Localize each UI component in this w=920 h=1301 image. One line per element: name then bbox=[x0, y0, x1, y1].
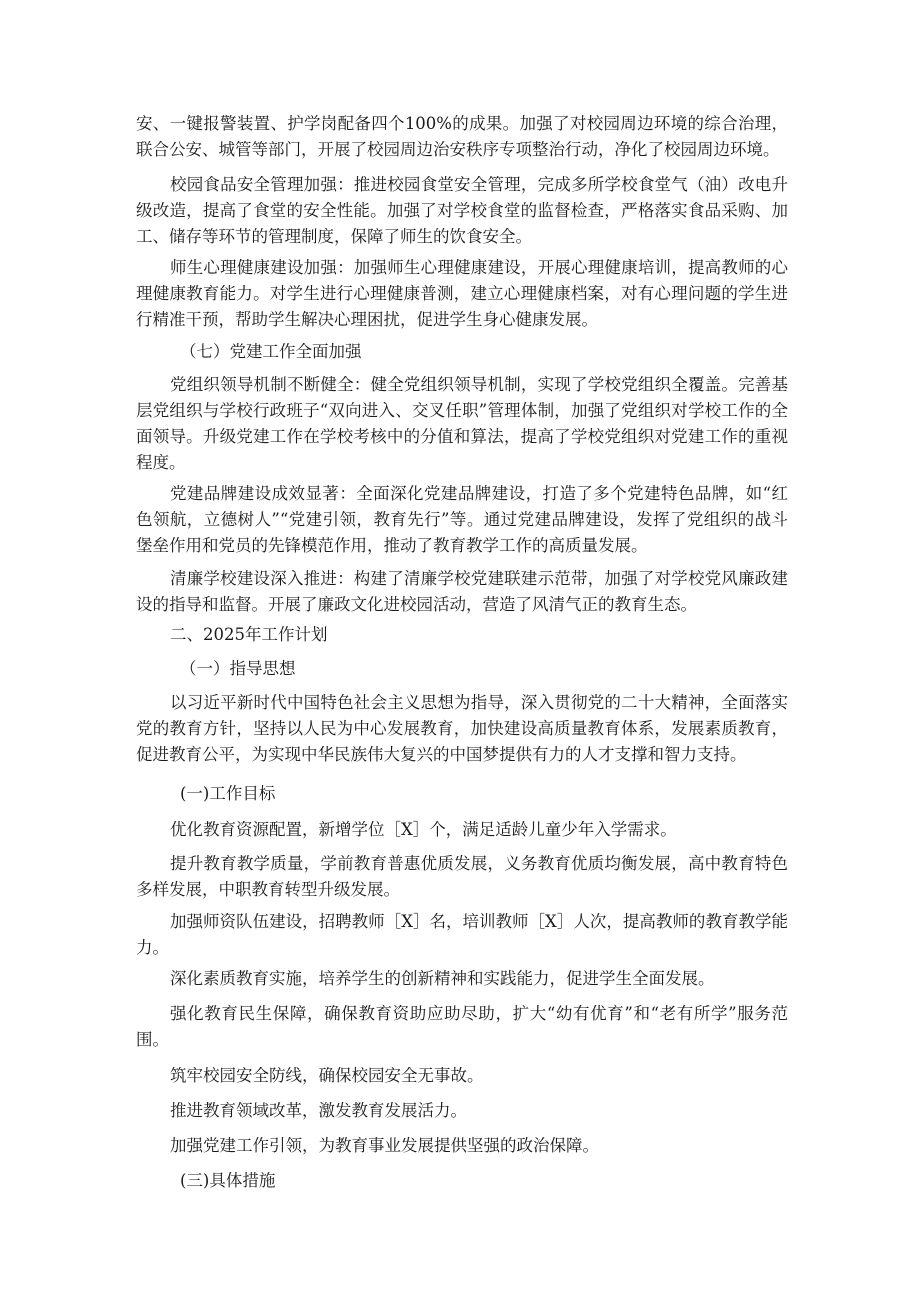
paragraph-guiding-ideology: 以习近平新时代中国特色社会主义思想为指导，深入贯彻党的二十大精神，全面落实党的教育方针，坚持以人民为中心发展教育，加快建设高质量教育体系，发展素质教育，促进教育公平，为实现中华民族伟大复兴的中国梦提供有力的人才支撑和智力支持。 bbox=[136, 693, 788, 764]
paragraph-goal-safety: 筑牢校园安全防线，确保校园安全无事故。 bbox=[170, 1066, 484, 1085]
paragraph-goal-teachers: 加强师资队伍建设，招聘教师［X］名，培训教师［X］人次，提高教师的教育教学能力。 bbox=[136, 912, 788, 957]
paragraph-clean-school: 清廉学校建设深入推进：构建了清廉学校党建联建示范带，加强了对学校党风廉政建设的指导和监督。开展了廉政文化进校园活动，营造了风清气正的教育生态。 bbox=[136, 569, 788, 614]
paragraph-party-leadership: 党组织领导机制不断健全：健全党组织领导机制，实现了学校党组织全覆盖。完善基层党组织与学校行政班子“双向进入、交叉任职”管理体制，加强了党组织对学校工作的全面领导。升级党建工作在学校考核中的分值和算法，提高了学校党组织对党建工作的重视程度。 bbox=[136, 375, 788, 472]
heading-party-building: （七）党建工作全面加强 bbox=[180, 342, 362, 361]
paragraph-goal-quality: 提升教育教学质量，学前教育普惠优质发展，义务教育优质均衡发展，高中教育特色多样发展，中职教育转型升级发展。 bbox=[136, 854, 788, 899]
paragraph-party-brand: 党建品牌建设成效显著：全面深化党建品牌建设，打造了多个党建特色品牌，如“红色领航，立德树人”“党建引领，教育先行”等。通过党建品牌建设，发挥了党组织的战斗堡垒作用和党员的先锋模范作用，推动了教育教学工作的高质量发展。 bbox=[136, 484, 788, 555]
paragraph-campus-safety-continued: 安、一键报警装置、护学岗配备四个100%的成果。加强了对校园周边环境的综合治理，联合公安、城管等部门，开展了校园周边治安秩序专项整治行动，净化了校园周边环境。 bbox=[136, 114, 788, 159]
heading-guiding-ideology: （一）指导思想 bbox=[180, 659, 296, 678]
paragraph-goal-quality-education: 深化素质教育实施，培养学生的创新精神和实践能力，促进学生全面发展。 bbox=[170, 969, 715, 988]
paragraph-goal-party: 加强党建工作引领，为教育事业发展提供坚强的政治保障。 bbox=[170, 1136, 599, 1155]
paragraph-mental-health: 师生心理健康建设加强：加强师生心理健康建设，开展心理健康培训，提高教师的心理健康教育能力。对学生进行心理健康普测，建立心理健康档案，对有心理问题的学生进行精准干预，帮助学生解决心理困扰，促进学生身心健康发展。 bbox=[136, 258, 788, 329]
paragraph-goal-livelihood: 强化教育民生保障，确保教育资助应助尽助，扩大“幼有优育”和“老有所学”服务范围。 bbox=[136, 1004, 788, 1049]
paragraph-goal-reform: 推进教育领域改革，激发教育发展活力。 bbox=[170, 1101, 467, 1120]
paragraph-food-safety: 校园食品安全管理加强：推进校园食堂安全管理，完成多所学校食堂气（油）改电升级改造，提高了食堂的安全性能。加强了对学校食堂的监督检查，严格落实食品采购、加工、储存等环节的管理制度，保障了师生的饮食安全。 bbox=[136, 175, 788, 246]
heading-specific-measures: (三)具体措施 bbox=[180, 1171, 276, 1190]
paragraph-goal-resources: 优化教育资源配置，新增学位［X］个，满足适龄儿童少年入学需求。 bbox=[170, 820, 677, 839]
heading-2025-plan: 二、2025年工作计划 bbox=[170, 625, 328, 644]
heading-work-goals: (一)工作目标 bbox=[180, 784, 276, 803]
